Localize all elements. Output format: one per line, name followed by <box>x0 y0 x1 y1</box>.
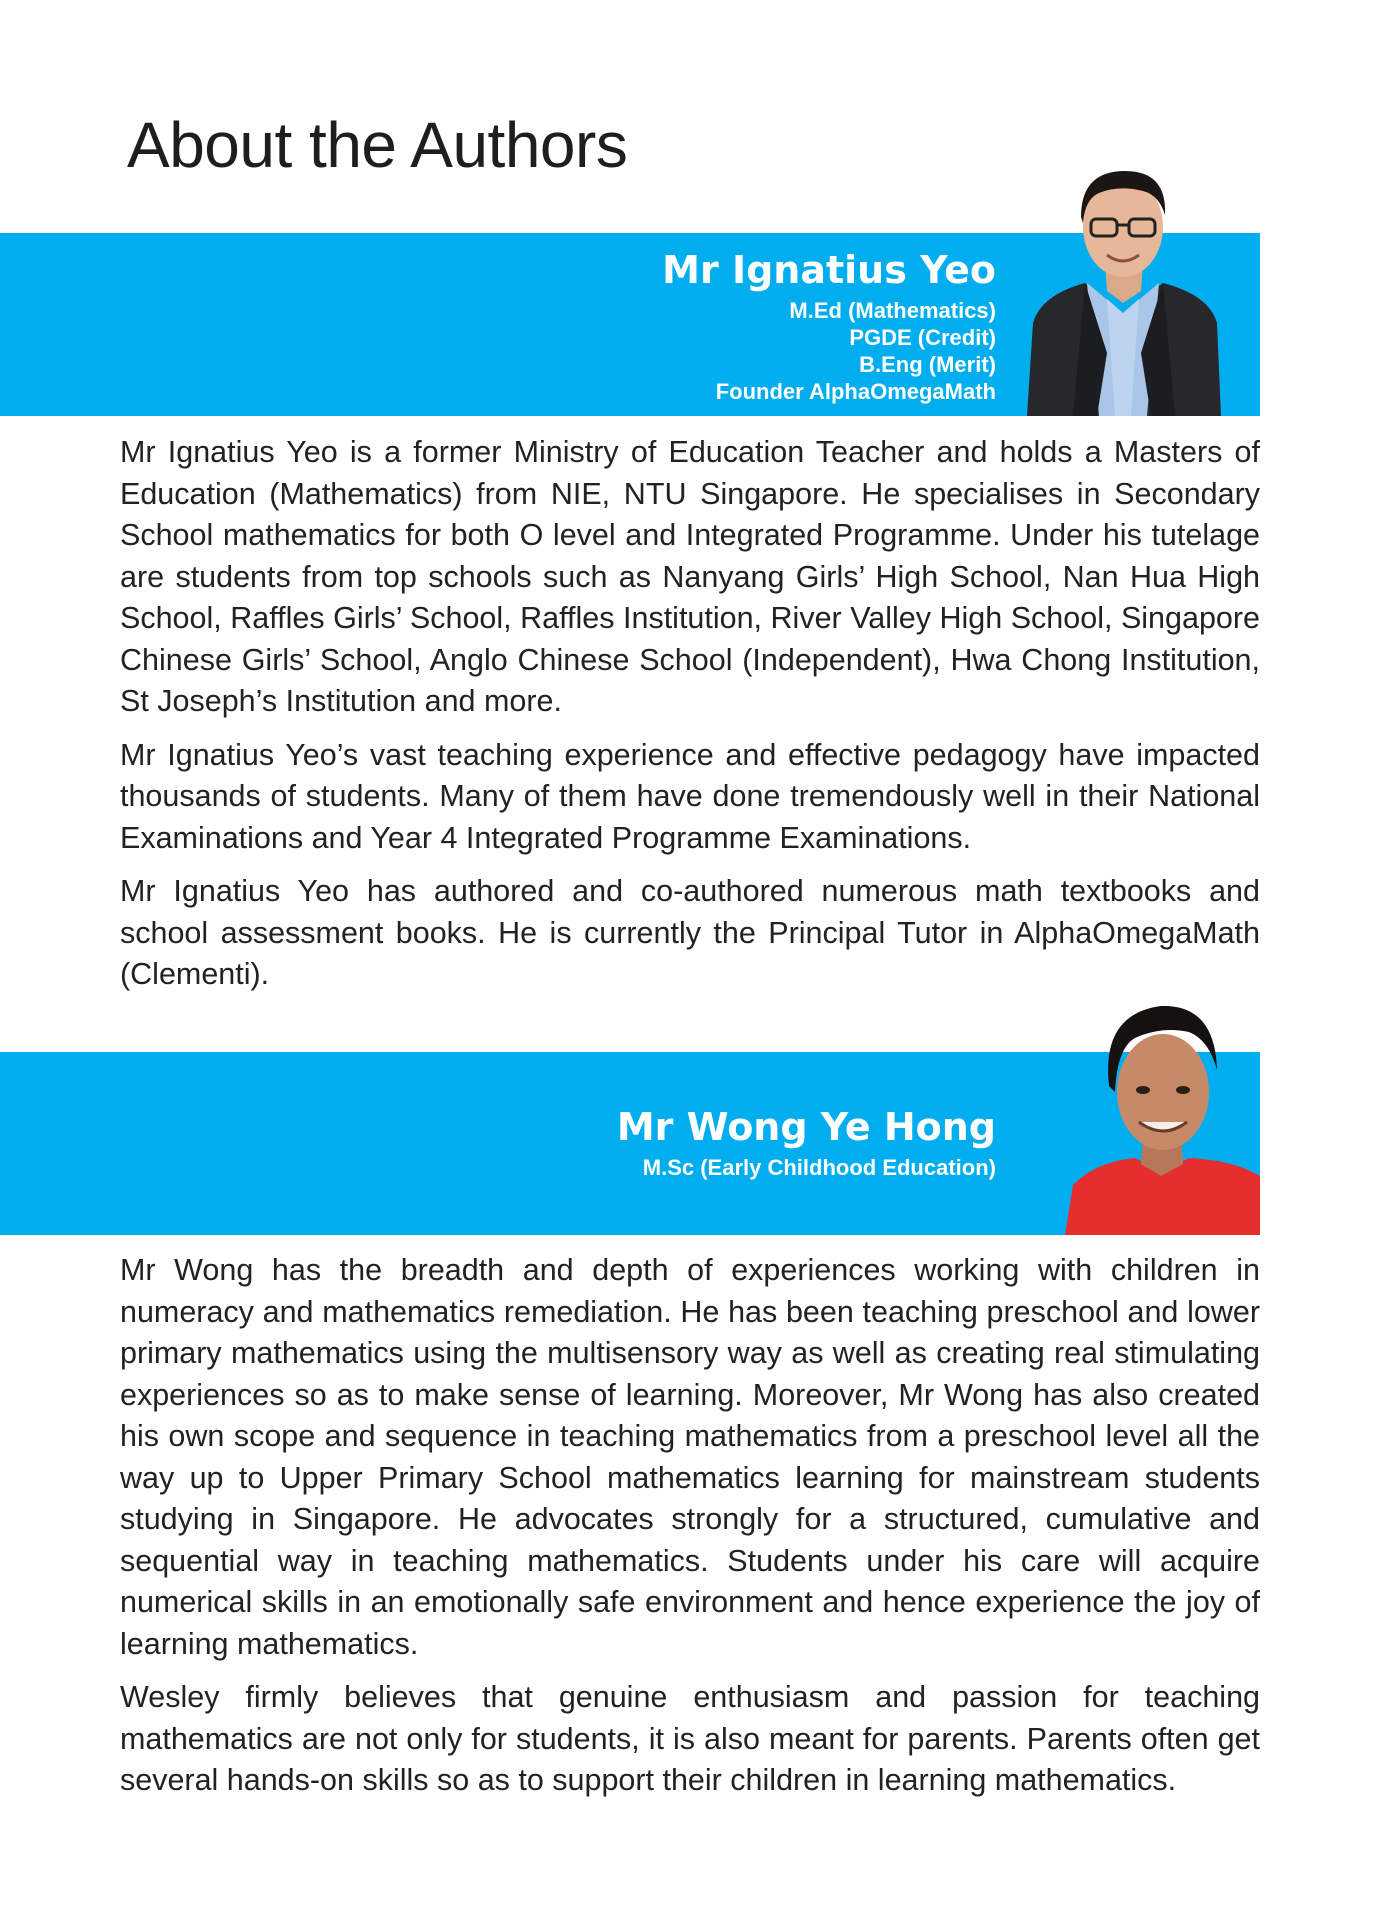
credential: M.Ed (Mathematics) <box>789 298 996 323</box>
author-name: Mr Ignatius Yeo <box>662 248 996 292</box>
credential: M.Sc (Early Childhood Education) <box>642 1155 996 1180</box>
bio-paragraph: Mr Ignatius Yeo’s vast teaching experience and effective pedagogy have impacted thousands of students. Many of them have done tremendously well in their National Examinations and Year 4 Integrated Programme Examinations. <box>120 737 1260 855</box>
bio-paragraph: Mr Wong has the breadth and depth of experiences working with children in numeracy and mathematics remediation. He has been teaching preschool and lower primary mathematics using the multisensory way as well as creating real stimulating experiences so as to make sense of learning. Moreover, Mr Wong has also created his own scope and sequence in teaching mathematics from a preschool level all the way up to Upper Primary School mathematics learning for mainstream students studying in Singapore. He advocates strongly for a structured, cumulative and sequential way in teaching mathematics. Students under his care will acquire numerical skills in an emotionally safe environment and hence experience the joy of learning mathematics. <box>120 1253 1260 1661</box>
bio-paragraph: Wesley firmly believes that genuine enthusiasm and passion for teaching mathematics are not only for students, it is also meant for parents. Parents often get several hands-on skills so as to support their children in learning mathematics. <box>120 1680 1260 1797</box>
credential: Founder AlphaOmegaMath <box>715 379 996 404</box>
author-bio-ignatius-yeo <box>120 432 1260 1008</box>
credential: B.Eng (Merit) <box>859 352 996 377</box>
author-header <box>617 1104 996 1181</box>
bio-paragraph: Mr Ignatius Yeo is a former Ministry of Education Teacher and holds a Masters of Education (Mathematics) from NIE, NTU Singapore. He specialises in Secondary School mathematics for both O level and Integrated Programme. Under his tutelage are students from top schools such as Nanyang Girls’ High School, Nan Hua High School, Raffles Girls’ School, Raffles Institution, River Valley High School, Singapore Chinese Girls’ School, Anglo Chinese School (Independent), Hwa Chong Institution, St Joseph’s Institution and more. <box>120 435 1260 718</box>
author-name: Mr Wong Ye Hong <box>616 1105 996 1149</box>
author-photo-icon <box>1027 163 1221 416</box>
page-title: About the Authors <box>127 109 628 181</box>
author-header <box>662 247 996 405</box>
credential: PGDE (Credit) <box>849 325 996 350</box>
author-photo-ignatius-yeo <box>1027 163 1221 416</box>
bio-paragraph: Mr Ignatius Yeo has authored and co-authored numerous math textbooks and school assessment books. He is currently the Principal Tutor in AlphaOmegaMath (Clementi). <box>120 874 1260 991</box>
author-photo-icon <box>1065 1000 1260 1235</box>
author-photo-wong-ye-hong <box>1065 1000 1260 1235</box>
author-bio-wong-ye-hong <box>120 1250 1260 1814</box>
